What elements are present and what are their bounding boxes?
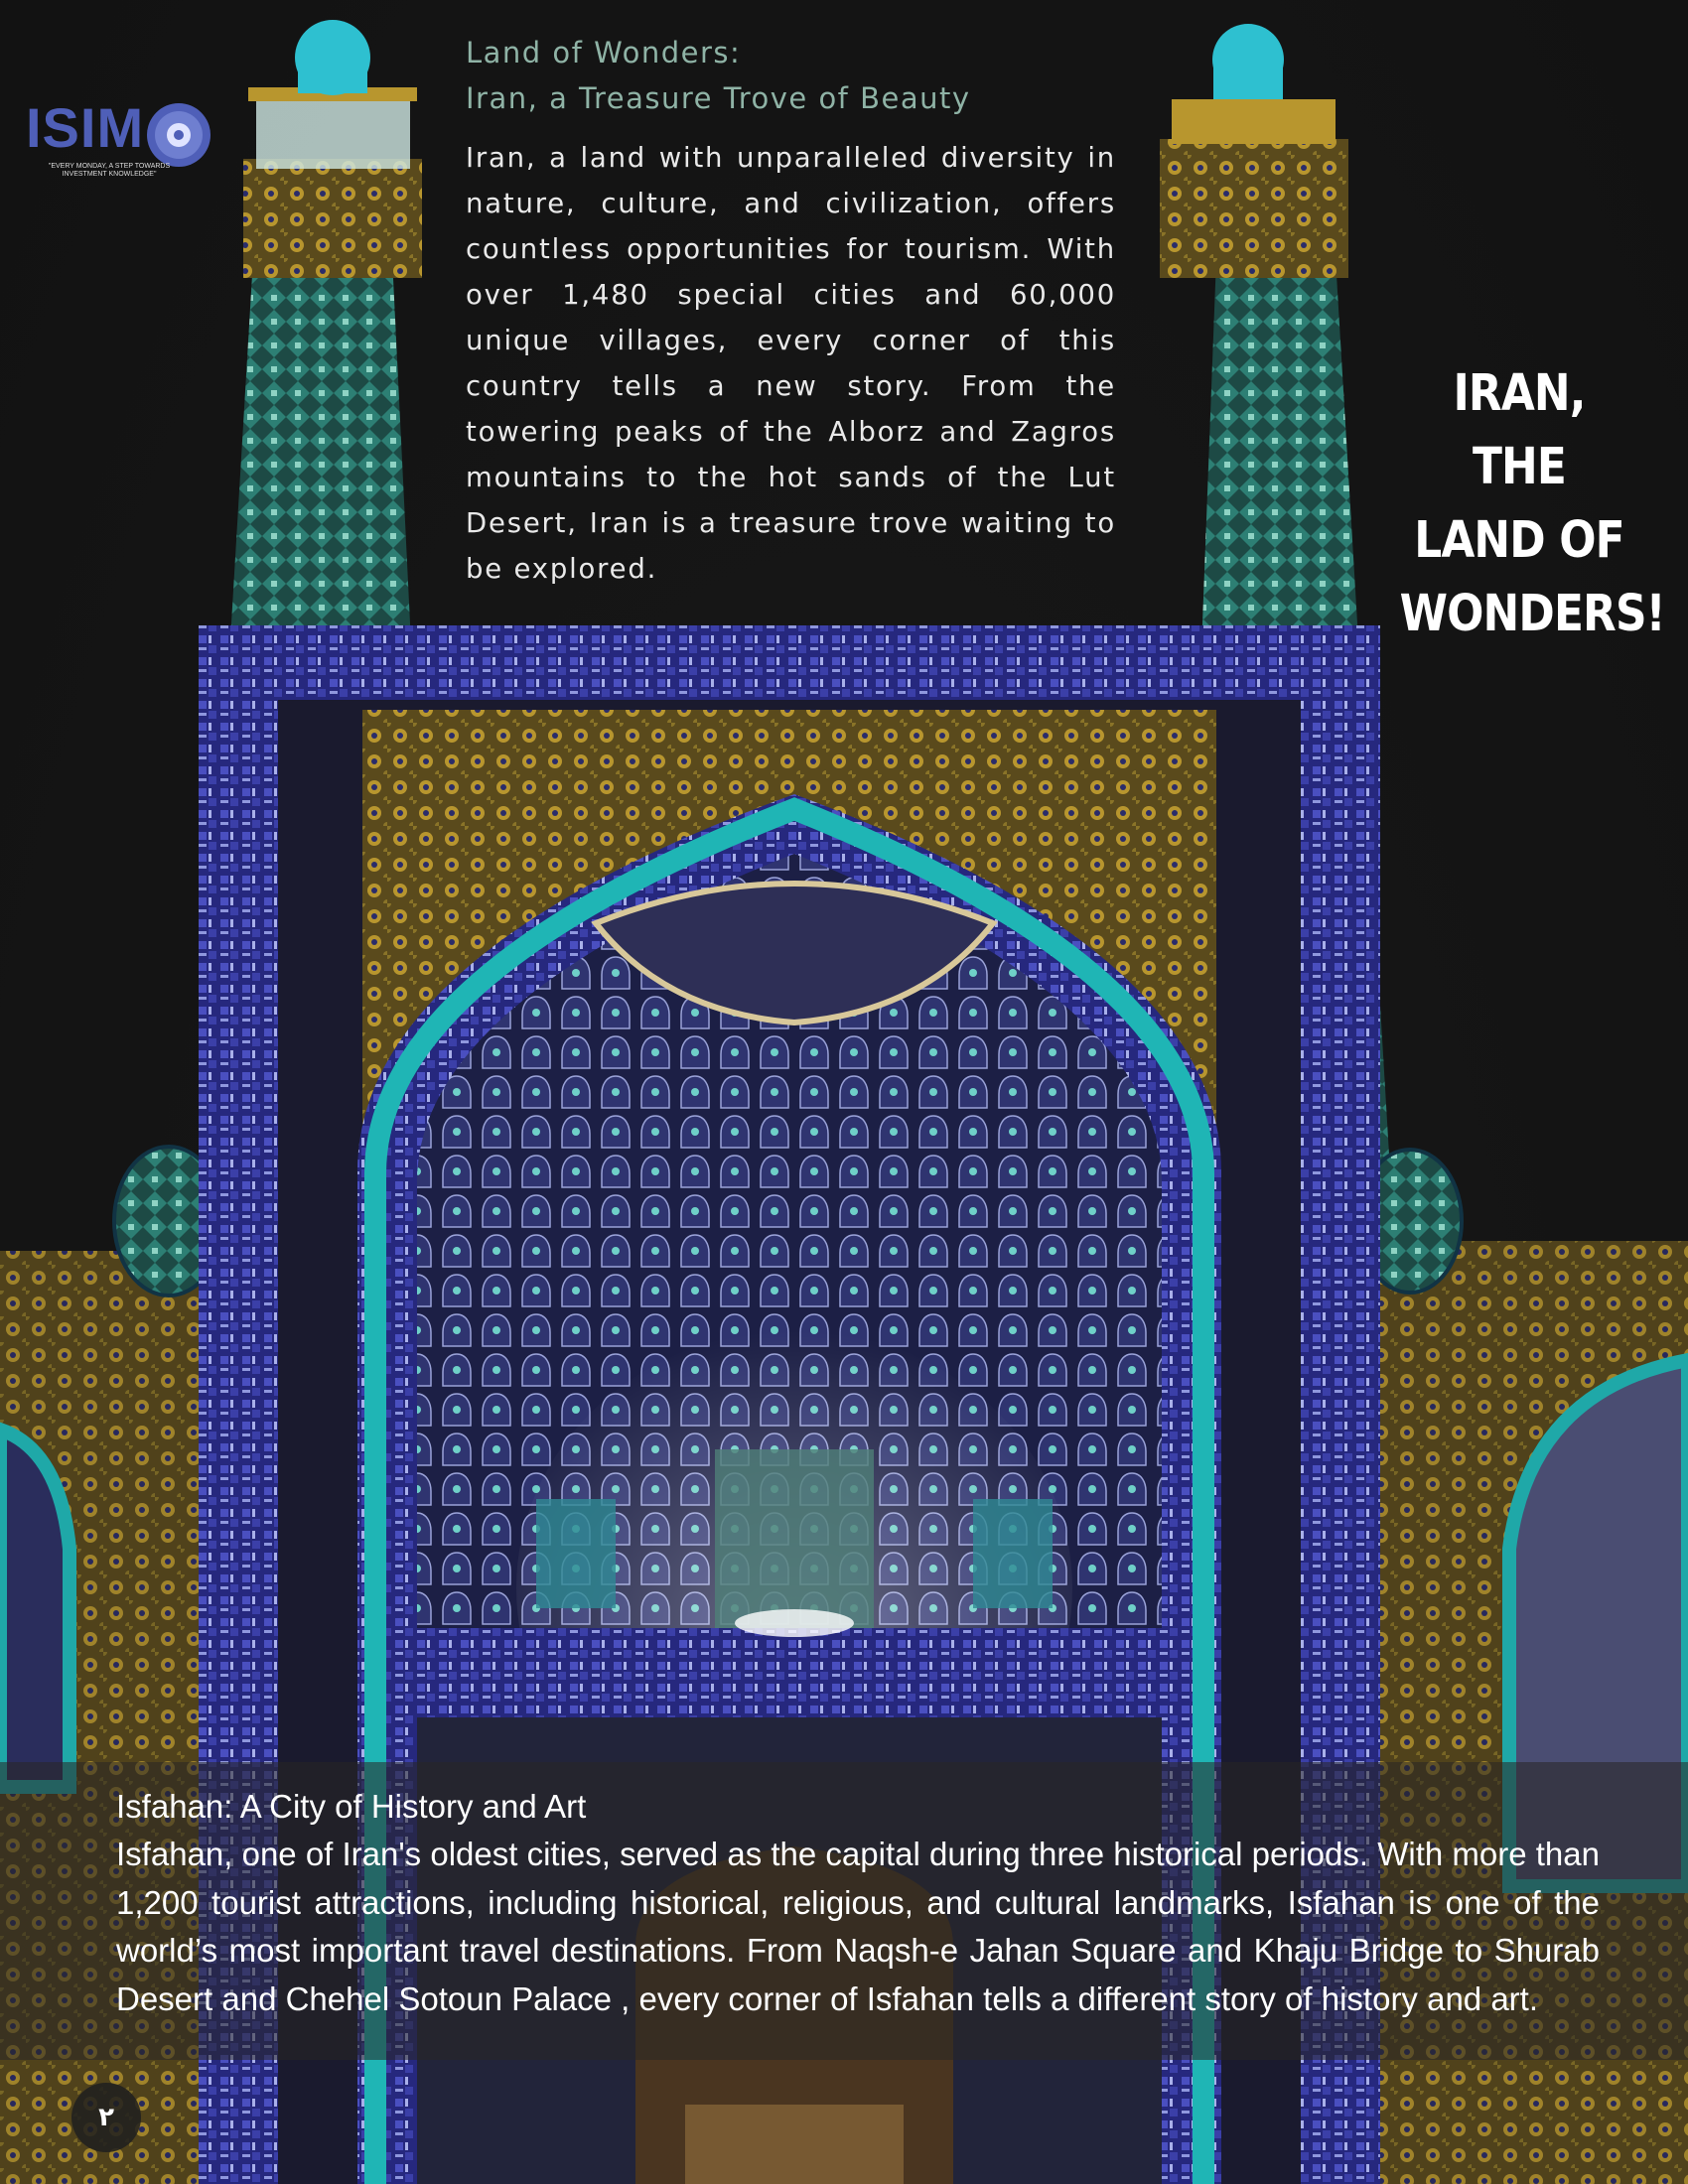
flower-emblem-icon (143, 99, 214, 171)
logo-tagline: "EVERY MONDAY, A STEP TOWARDS INVESTMENT KNOWLEDGE" (48, 163, 171, 178)
headline-line3: WONDERS! (1399, 585, 1665, 643)
headline-line2: LAND OF (1414, 511, 1624, 570)
isim-logo (24, 95, 203, 185)
isfahan-paragraph: Isfahan, one of Iran's oldest cities, served as the capital during three historical periods. With more than 1,200 tourist attractions, including historical, religious, and cultural landmarks, Isfahan is one of the world’s most important travel destinations. From Naqsh-e Jahan Square and Khaju Bridge to Shurab Desert and Chehel Sotoun Palace , every corner of Isfahan tells a different story of history and art. (116, 1836, 1600, 2017)
intro-paragraph: Iran, a land with unparalleled diversity in nature, culture, and civilization, offers countless opportunities for tourism. With over 1,480 special cities and 60,000 unique villages, every corner of this country tells a new story. From the towering peaks of the Alborz and Zagros mountains to the hot sands of the Lut Desert, Iran is a treasure trove waiting to be explored. (466, 142, 1116, 585)
isfahan-section-title: Isfahan: A City of History and Art (116, 1788, 587, 1825)
headline (1399, 357, 1665, 651)
intro-title-line2: Iran, a Treasure Trove of Beauty (466, 81, 971, 115)
intro-title (466, 30, 1181, 121)
page-number: ۲ (71, 2083, 141, 2152)
logo-wordmark: ISIM (26, 96, 145, 159)
intro-title-line1: Land of Wonders: (466, 36, 742, 69)
headline-line1: IRAN, THE (1453, 364, 1586, 496)
